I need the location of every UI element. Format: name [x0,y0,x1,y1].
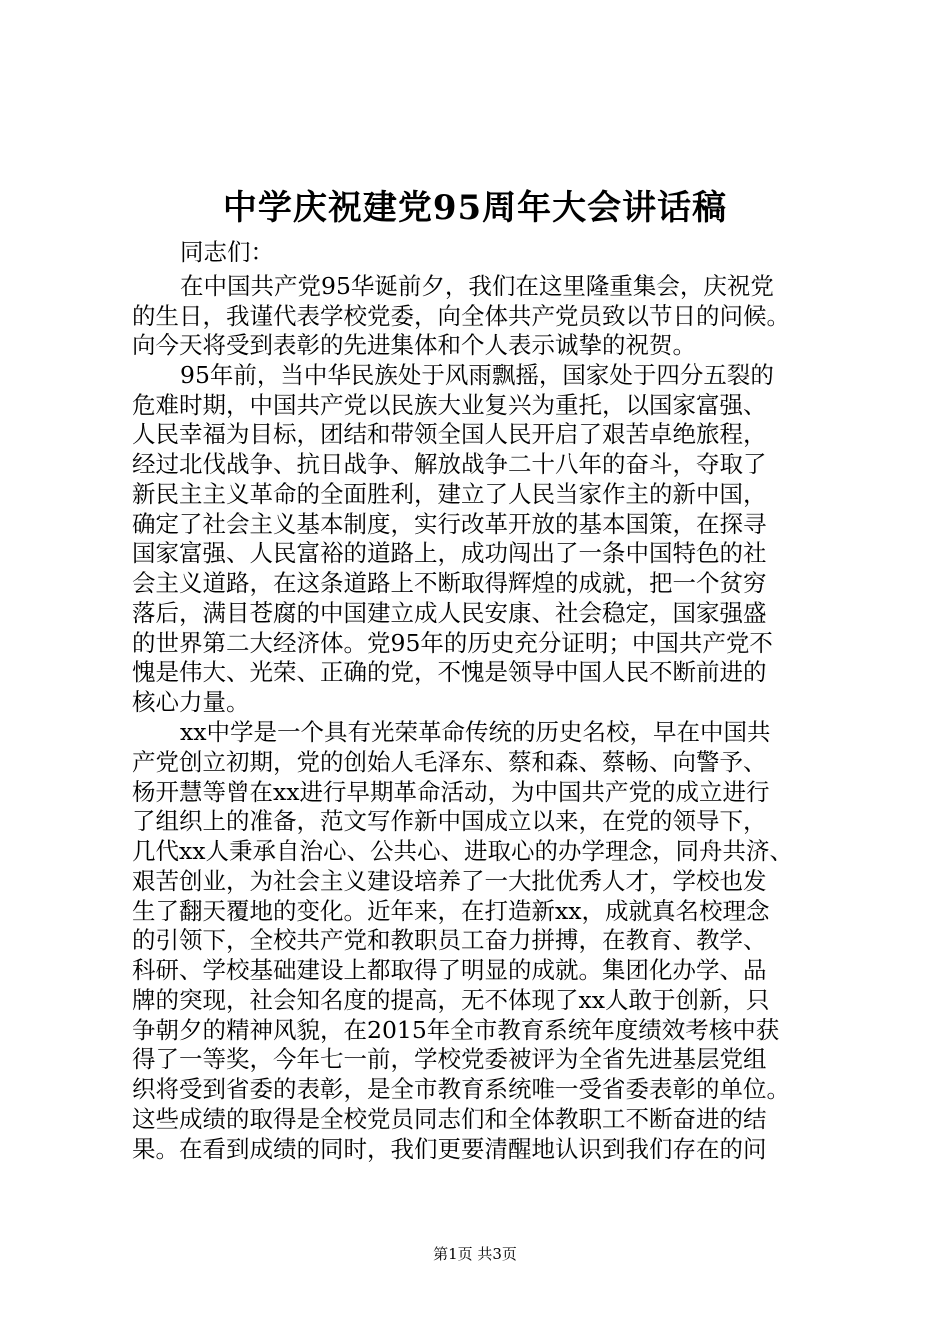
page-number-footer: 第1页 共3页 [433,1245,517,1263]
body-line: 确定了社会主义基本制度，实行改革开放的基本国策，在探寻 [132,510,767,538]
body-line: 争朝夕的精神风貌，在2015年全市教育系统年度绩效考核中获 [132,1016,780,1044]
body-line: 的引领下，全校共产党和教职员工奋力拼搏，在教育、教学、 [132,926,767,954]
body-line: 会主义道路，在这条道路上不断取得辉煌的成就，把一个贫穷 [132,569,767,597]
body-line: 经过北伐战争、抗日战争、解放战争二十八年的奋斗，夺取了 [132,450,767,478]
body-line: 95年前，当中华民族处于风雨飘摇，国家处于四分五裂的 [180,361,774,389]
body-line: 的生日，我谨代表学校党委，向全体共产党员致以节日的问候。 [132,302,790,330]
document-title: 中学庆祝建党95周年大会讲话稿 [222,188,728,228]
body-line: 牌的突现，社会知名度的提高，无不体现了xx人敢于创新，只 [132,986,770,1014]
body-line: 艰苦创业，为社会主义建设培养了一大批优秀人才，学校也发 [132,867,767,895]
body-line: 落后，满目苍腐的中国建立成人民安康、社会稳定，国家强盛 [132,599,767,627]
body-line: 在中国共产党95华诞前夕，我们在这里隆重集会，庆祝党 [180,272,774,300]
body-line: 的世界第二大经济体。党95年的历史充分证明；中国共产党不 [132,629,773,657]
body-line: 得了一等奖，今年七一前，学校党委被评为全省先进基层党组 [132,1045,767,1073]
body-line: 了组织上的准备，范文写作新中国成立以来，在党的领导下， [132,807,767,835]
body-line: 核心力量。 [132,688,250,716]
body-line: 这些成绩的取得是全校党员同志们和全体教职工不断奋进的结 [132,1105,767,1133]
body-line: 杨开慧等曾在xx进行早期革命活动，为中国共产党的成立进行 [132,778,770,806]
body-line: 几代xx人秉承自治心、公共心、进取心的办学理念，同舟共济、 [132,837,794,865]
body-line: 国家富强、人民富裕的道路上，成功闯出了一条中国特色的社 [132,539,767,567]
body-line: 危难时期，中国共产党以民族大业复兴为重托，以国家富强、 [132,391,767,419]
body-line: 人民幸福为目标，团结和带领全国人民开启了艰苦卓绝旅程， [132,420,767,448]
body-line: 科研、学校基础建设上都取得了明显的成就。集团化办学、品 [132,956,767,984]
body-line: xx中学是一个具有光荣革命传统的历史名校，早在中国共 [180,718,771,746]
body-line: 织将受到省委的表彰，是全市教育系统唯一受省委表彰的单位。 [132,1075,790,1103]
body-line: 产党创立初期，党的创始人毛泽东、蔡和森、蔡畅、向警予、 [132,748,767,776]
body-line: 生了翻天覆地的变化。近年来，在打造新xx，成就真名校理念 [132,897,770,925]
body-line: 果。在看到成绩的同时，我们更要清醒地认识到我们存在的问 [132,1135,767,1163]
salutation-line: 同志们： [180,238,274,266]
body-line: 新民主主义革命的全面胜利，建立了人民当家作主的新中国， [132,480,767,508]
body-line: 愧是伟大、光荣、正确的党，不愧是领导中国人民不断前进的 [132,658,767,686]
body-line: 向今天将受到表彰的先进集体和个人表示诚挚的祝贺。 [132,331,696,359]
